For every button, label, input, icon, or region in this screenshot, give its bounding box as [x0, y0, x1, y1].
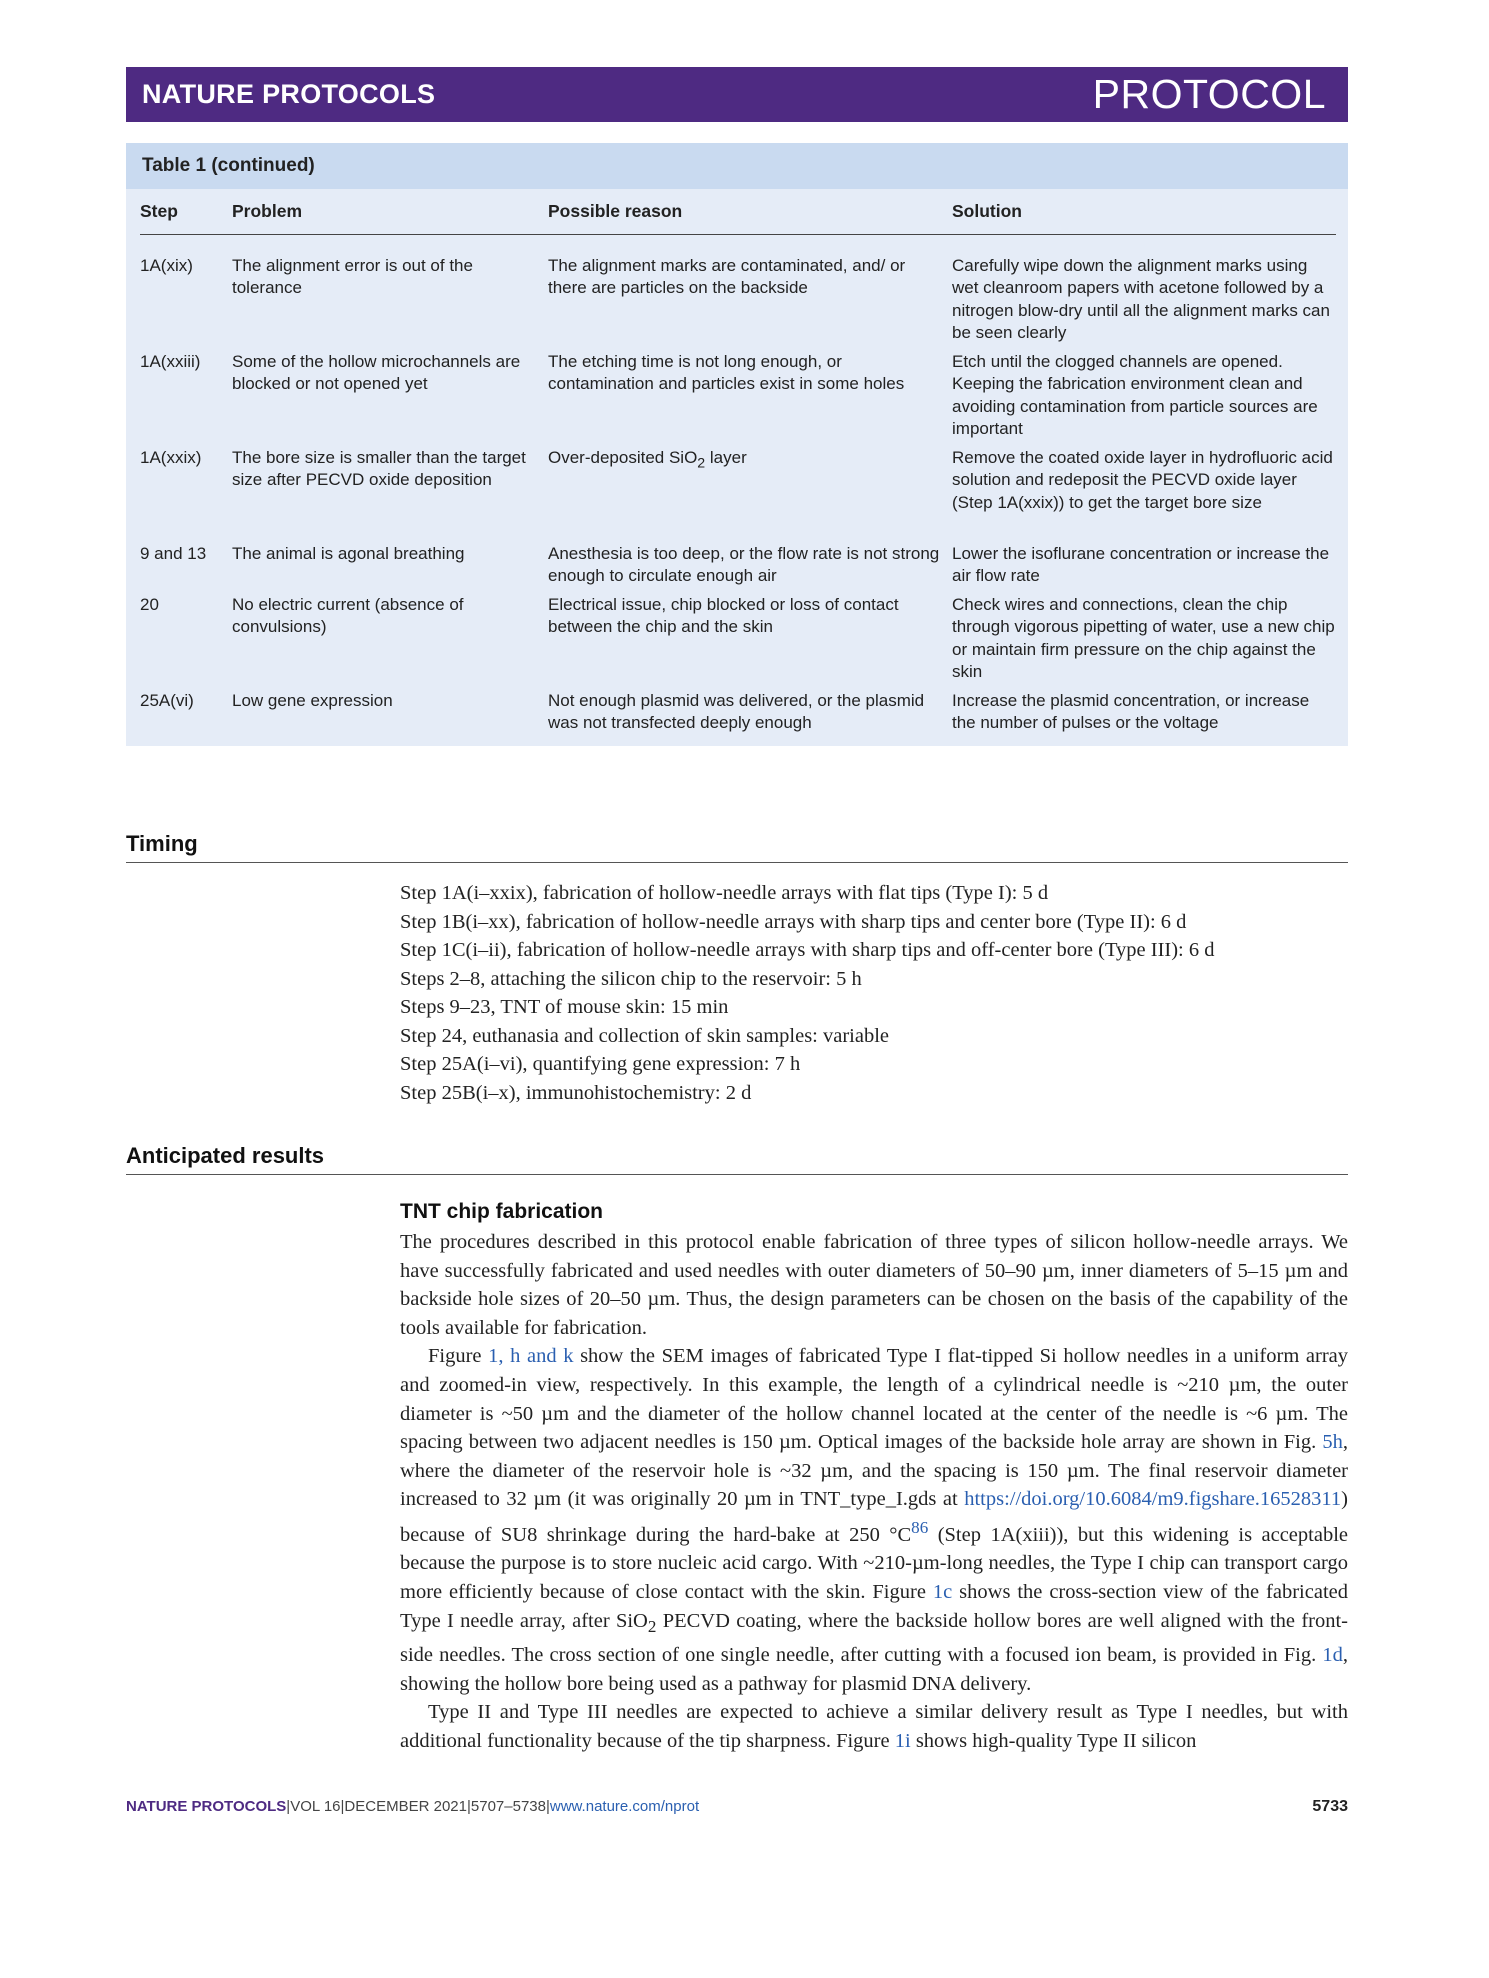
- footer-citation: NATURE PROTOCOLS|VOL 16|DECEMBER 2021|5707–5738|www.nature.com/nprot: [126, 1798, 700, 1815]
- cell-solution: Lower the isoflurane concentration or increase the air flow rate: [952, 544, 1330, 586]
- cell-solution: Etch until the clogged channels are opened. Keeping the fabrication environment clean and avoiding contamination from particle sources are important: [952, 352, 1318, 439]
- table-body: [140, 189, 1336, 733]
- cell-step: 1A(xix): [140, 256, 193, 275]
- timing-line: Steps 2–8, attaching the silicon chip to the reservoir: 5 h: [400, 967, 862, 990]
- cell-reason: Not enough plasmid was delivered, or the plasmid was not transfected deeply enough: [548, 691, 925, 733]
- cell-solution: Check wires and connections, clean the chip through vigorous pipetting of water, use a new chip or maintain firm pressure on the chip against the skin: [952, 595, 1335, 682]
- results-body: [400, 1228, 1348, 1756]
- timing-line: Step 25A(i–vi), quantifying gene expression: 7 h: [400, 1053, 801, 1075]
- timing-heading: Timing: [126, 831, 1348, 863]
- subsection-heading: TNT chip fabrication: [400, 1200, 604, 1223]
- header-step: Step: [140, 201, 178, 221]
- cell-step: 25A(vi): [140, 691, 194, 710]
- figure-link[interactable]: 1c: [932, 1580, 953, 1603]
- timing-line: Step 1C(i–ii), fabrication of hollow-needle arrays with sharp tips and off-center bore (Type III): 6 d: [400, 939, 1215, 961]
- header-reason: Possible reason: [548, 201, 683, 221]
- cell-problem: Some of the hollow microchannels are blocked or not opened yet: [232, 352, 521, 394]
- journal-header-bar: [126, 67, 1348, 122]
- cell-reason: Electrical issue, chip blocked or loss of contact between the chip and the skin: [548, 595, 899, 637]
- article-type: PROTOCOL: [1092, 71, 1326, 117]
- cell-problem: The bore size is smaller than the target size after PECVD oxide deposition: [232, 448, 526, 490]
- doi-link[interactable]: https://doi.org/10.6084/m9.figshare.16528311: [964, 1488, 1342, 1511]
- cell-problem: Low gene expression: [232, 691, 393, 710]
- cell-step: 20: [140, 595, 159, 614]
- cell-reason: The etching time is not long enough, or contamination and particles exist in some holes: [548, 352, 905, 394]
- journal-name: NATURE PROTOCOLS: [142, 79, 436, 109]
- reference-link[interactable]: 86: [911, 1517, 929, 1537]
- footer-date: DECEMBER 2021: [344, 1798, 467, 1815]
- timing-list: [400, 879, 1348, 1107]
- footer-url[interactable]: www.nature.com/nprot: [549, 1798, 700, 1815]
- troubleshooting-table: [126, 143, 1348, 746]
- cell-reason: The alignment marks are contaminated, and/ or there are particles on the backside: [548, 256, 906, 298]
- table-header-row: [140, 189, 1336, 235]
- page-number: 5733: [1312, 1798, 1348, 1815]
- cell-problem: The animal is agonal breathing: [232, 544, 465, 563]
- paragraph: Type II and Type III needles are expected to achieve a similar delivery result as Type I needles, but with additional functionality because of the tip sharpness. Figure 1i shows high-quality Type II silicon: [400, 1701, 1348, 1753]
- anticipated-results-heading: Anticipated results: [126, 1143, 1348, 1175]
- header-problem: Problem: [232, 201, 303, 221]
- timing-line: Step 1B(i–xx), fabrication of hollow-needle arrays with sharp tips and center bore (Type II): 6 d: [400, 910, 1187, 933]
- page-footer: [126, 1798, 1348, 1816]
- footer-pages: 5707–5738: [470, 1798, 546, 1815]
- footer-volume: VOL 16: [290, 1798, 341, 1815]
- timing-line: Step 24, euthanasia and collection of skin samples: variable: [400, 1024, 890, 1047]
- cell-problem: No electric current (absence of convulsions): [232, 595, 464, 637]
- figure-link[interactable]: 5h: [1322, 1431, 1343, 1454]
- cell-step: 9 and 13: [140, 544, 207, 563]
- figure-link[interactable]: 1i: [894, 1730, 911, 1753]
- figure-link[interactable]: 1d: [1322, 1644, 1343, 1667]
- cell-reason: Over-deposited SiO$_2$ layer: [548, 448, 747, 472]
- paragraph: The procedures described in this protocol enable fabrication of three types of silicon hollow-needle arrays. We have successfully fabricated and used needles with outer diameters of 50–90 µm, inner diameters of 5–15 µm and backside hole sizes of 20–50 µm. Thus, the design parameters can be chosen on the basis of the capability of the tools available for fabrication.: [400, 1231, 1348, 1339]
- header-solution: Solution: [952, 201, 1022, 221]
- cell-step: 1A(xxiii): [140, 352, 201, 371]
- table-caption: Table 1 (continued): [126, 143, 1348, 189]
- timing-line: Steps 9–23, TNT of mouse skin: 15 min: [400, 996, 729, 1018]
- cell-step: 1A(xxix): [140, 448, 202, 467]
- cell-problem: The alignment error is out of the tolerance: [232, 256, 473, 298]
- cell-solution: Remove the coated oxide layer in hydrofluoric acid solution and redeposit the PECVD oxide layer (Step 1A(xxix)) to get the target bore size: [952, 448, 1333, 512]
- timing-line: Step 1A(i–xxix), fabrication of hollow-needle arrays with flat tips (Type I): 5 d: [400, 882, 1049, 904]
- cell-solution: Carefully wipe down the alignment marks using wet cleanroom papers with acetone followed by a nitrogen blow-dry until all the alignment marks can be seen clearly: [952, 256, 1330, 343]
- footer-journal: NATURE PROTOCOLS: [126, 1798, 287, 1815]
- cell-solution: Increase the plasmid concentration, or increase the number of pulses or the voltage: [952, 691, 1310, 733]
- paragraph: Figure 1, h and k show the SEM images of fabricated Type I flat-tipped Si hollow needles in a uniform array and zoomed-in view, respectively. In this example, the length of a cylindrical needle is ~210 µm, the outer diameter is ~50 µm and the diameter of the hollow channel located at the center of the needle is ~6 µm. The spacing between two adjacent needles is 150 µm. Optical images of the backside hole array are shown in Fig. 5h, where the diameter of the reservoir hole is ~32 µm, and the spacing is 150 µm. The final reservoir diameter increased to 32 µm (it was originally 20 µm in TNT_type_I.gds at https://doi.org/10.6084/m9.figshare.16528311) because of SU8 shrinkage during the hard-bake at 250 $^\circ C^{86}$ (Step 1A(xiii)), but this widening is acceptable because the purpose is to store nucleic acid cargo. With ~210-µm-long needles, the Type I chip can transport cargo more efficiently because of close contact with the skin. Figure 1c shows the cross-section view of the fabricated Type I needle array, after SiO$_2$ PECVD coating, where the backside hollow bores are well aligned with the front-side needles. The cross section of one single needle, after cutting with a focused ion beam, is provided in Fig. 1d, showing the hollow bore being used as a pathway for plasmid DNA delivery.: [400, 1345, 1348, 1695]
- cell-reason: Anesthesia is too deep, or the flow rate is not strong enough to circulate enough air: [548, 544, 940, 586]
- timing-line: Step 25B(i–x), immunohistochemistry: 2 d: [400, 1081, 752, 1104]
- figure-link[interactable]: 1, h and k: [488, 1345, 574, 1368]
